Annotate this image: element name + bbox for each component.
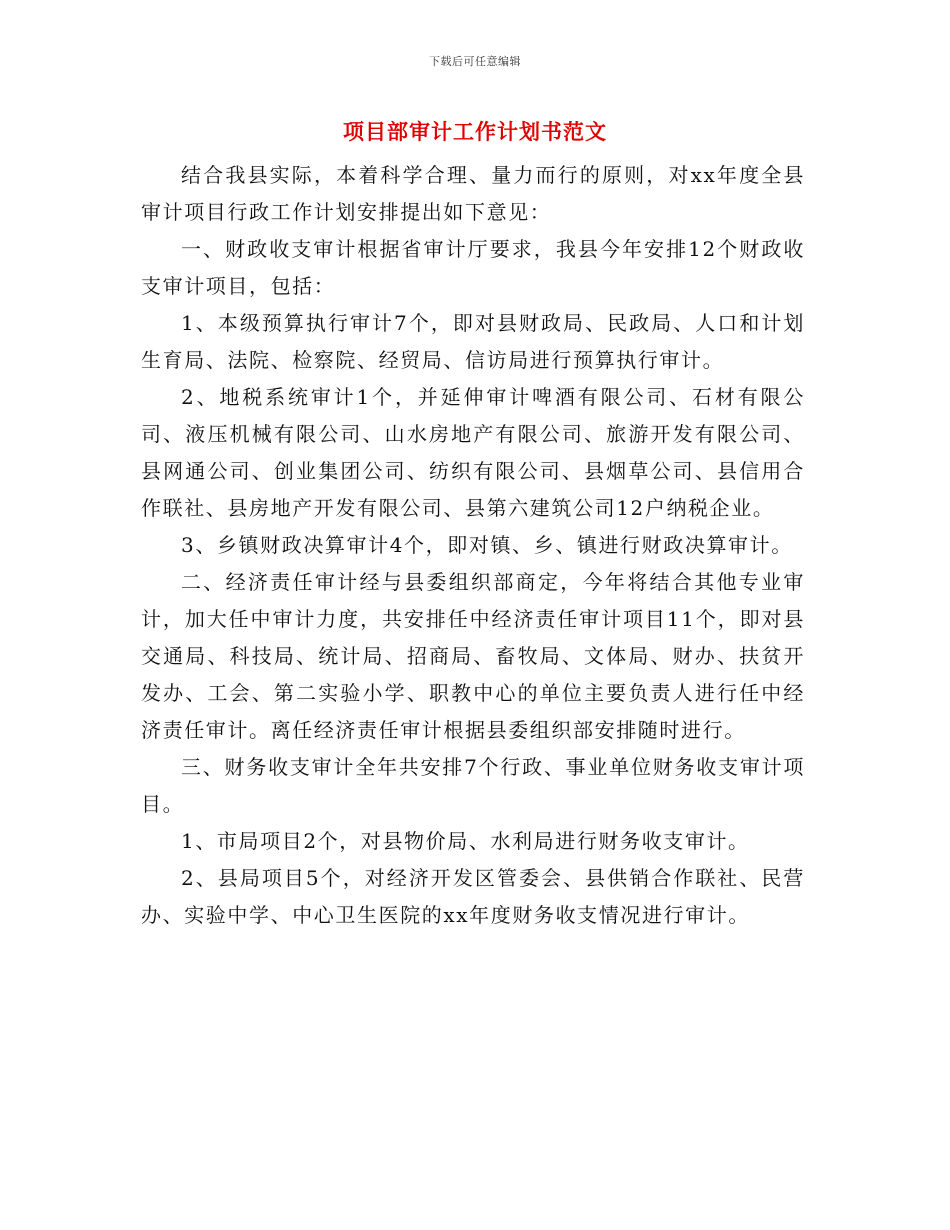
paragraph-item-1-3: 3、乡镇财政决算审计4个，即对镇、乡、镇进行财政决算审计。 <box>181 533 793 557</box>
document-body <box>141 157 805 934</box>
document-title: 项目部审计工作计划书范文 <box>343 119 607 144</box>
paragraph-item-1-1: 1、本级预算执行审计7个，即对县财政局、民政局、人口和计划生育局、法院、检察院、经贸局、信访局进行预算执行审计。 <box>141 311 805 372</box>
paragraph-item-3-2: 2、县局项目5个，对经济开发区管委会、县供销合作联社、民营办、实验中学、中心卫生医院的xx年度财务收支情况进行审计。 <box>141 866 805 927</box>
paragraph-section-2: 二、经济责任审计经与县委组织部商定，今年将结合其他专业审计，加大任中审计力度，共安排任中经济责任审计项目11个，即对县交通局、科技局、统计局、招商局、畜牧局、文体局、财办、扶贫开发办、工会、第二实验小学、职教中心的单位主要负责人进行任中经济责任审计。离任经济责任审计根据县委组织部安排随时进行。 <box>141 570 805 742</box>
paragraph-section-3: 三、财务收支审计全年共安排7个行政、事业单位财务收支审计项目。 <box>141 755 805 816</box>
paragraph-item-3-1: 1、市局项目2个，对县物价局、水利局进行财务收支审计。 <box>181 829 750 853</box>
paragraph-item-1-2: 2、地税系统审计1个，并延伸审计啤酒有限公司、石材有限公司、液压机械有限公司、山水房地产有限公司、旅游开发有限公司、县网通公司、创业集团公司、纺织有限公司、县烟草公司、县信用合作联社、县房地产开发有限公司、县第六建筑公司12户纳税企业。 <box>141 385 805 520</box>
paragraph-intro: 结合我县实际，本着科学合理、量力而行的原则，对xx年度全县审计项目行政工作计划安排提出如下意见： <box>141 163 805 224</box>
paragraph-section-1: 一、财政收支审计根据省审计厅要求，我县今年安排12个财政收支审计项目，包括： <box>141 237 805 298</box>
header-note: 下载后可任意编辑 <box>429 55 521 68</box>
